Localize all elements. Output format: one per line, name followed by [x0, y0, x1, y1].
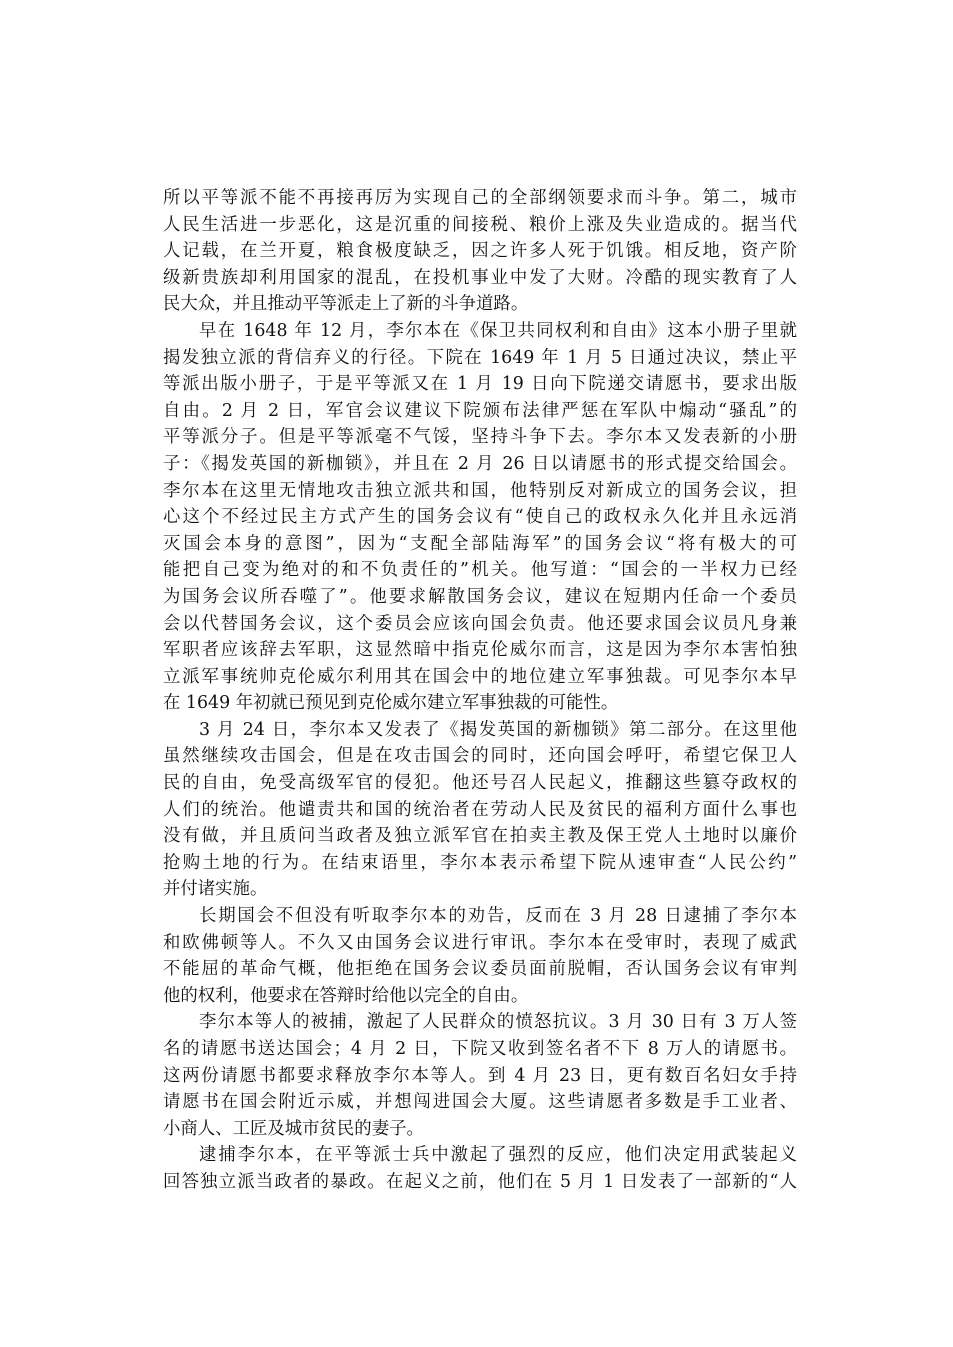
- text-line: 他的权利，他要求在答辩时给他以完全的自由。: [163, 985, 529, 1006]
- text-line: 和欧佛顿等人。不久又由国务会议进行审讯。李尔本在受审时，表现了威武: [163, 932, 797, 953]
- text-line: 名的请愿书送达国会；4 月 2 日，下院又收到签名者不下 8 万人的请愿书。: [163, 1039, 797, 1059]
- text-line: 所以平等派不能不再接再厉为实现自己的全部纲领要求而斗争。第二，城市: [163, 188, 797, 208]
- text-line: 立派军事统帅克伦威尔利用其在国会中的地位建立军事独裁。可见李尔本早: [163, 666, 797, 687]
- text-line: 小商人、工匠及城市贫民的妻子。: [163, 1118, 424, 1139]
- text-line: 长期国会不但没有听取李尔本的劝告，反而在 3 月 28 日逮捕了李尔本: [199, 906, 797, 927]
- text-line: 人们的统治。他谴责共和国的统治者在劳动人民及贫民的福利方面什么事也: [163, 799, 797, 820]
- text-line: 李尔本在这里无情地攻击独立派共和国，他特别反对新成立的国务会议，担: [163, 480, 797, 501]
- text-line: 军职者应该辞去军职，这显然暗中指克伦威尔而言，这是因为李尔本害怕独: [163, 640, 797, 661]
- text-line: 级新贵族却利用国家的混乱，在投机事业中发了大财。冷酷的现实教育了人: [163, 267, 797, 288]
- text-line: 李尔本等人的被捕，激起了人民群众的愤怒抗议。3 月 30 日有 3 万人签: [199, 1012, 797, 1033]
- text-line: 人记载，在兰开夏，粮食极度缺乏，因之许多人死于饥饿。相反地，资产阶: [163, 241, 797, 262]
- text-line: 虽然继续攻击国会，但是在攻击国会的同时，还向国会呼吁，希望它保卫人: [163, 746, 797, 767]
- text-line: 心这个不经过民主方式产生的国务会议有“使自己的政权永久化并且永远消: [163, 507, 797, 528]
- text-line: 平等派分子。但是平等派毫不气馁，坚持斗争下去。李尔本又发表新的小册: [163, 427, 797, 448]
- text-line: 民的自由，免受高级军官的侵犯。他还号召人民起义，推翻这些篡夺政权的: [163, 773, 797, 794]
- text-line: 人民生活进一步恶化，这是沉重的间接税、粮价上涨及失业造成的。据当代: [163, 214, 797, 235]
- text-line: 逮捕李尔本，在平等派士兵中激起了强烈的反应，他们决定用武装起义: [199, 1145, 797, 1166]
- text-line: 在 1649 年初就已预见到克伦威尔建立军事独裁的可能性。: [163, 693, 619, 714]
- text-line: 会以代替国务会议，这个委员会应该向国会负责。他还要求国会议员凡身兼: [163, 613, 797, 634]
- text-line: 并付诸实施。: [163, 879, 268, 900]
- text-line: 揭发独立派的背信弃义的行径。下院在 1649 年 1 月 5 日通过决议，禁止平: [163, 347, 797, 368]
- text-line: 请愿书在国会附近示威，并想闯进国会大厦。这些请愿者多数是手工业者、: [163, 1092, 797, 1113]
- text-line: 早在 1648 年 12 月，李尔本在《保卫共同权利和自由》这本小册子里就: [199, 320, 797, 341]
- text-line: 3 月 24 日，李尔本又发表了《揭发英国的新枷锁》第二部分。在这里他: [199, 719, 797, 740]
- text-line: 等派出版小册子，于是平等派又在 1 月 19 日向下院递交请愿书，要求出版: [163, 374, 797, 395]
- text-line: 为国务会议所吞噬了”。他要求解散国务会议，建议在短期内任命一个委员: [163, 586, 797, 607]
- document-body: [163, 185, 797, 1196]
- text-line: 这两份请愿书都要求释放李尔本等人。到 4 月 23 日，更有数百名妇女手持: [163, 1065, 797, 1086]
- text-line: 抢购土地的行为。在结束语里，李尔本表示希望下院从速审查“人民公约”: [163, 852, 797, 873]
- text-line: 回答独立派当政者的暴政。在起义之前，他们在 5 月 1 日发表了一部新的“人: [163, 1171, 797, 1192]
- text-line: 没有做，并且质问当政者及独立派军官在拍卖主教及保王党人土地时以廉价: [163, 826, 797, 847]
- text-line: 子：《揭发英国的新枷锁》，并且在 2 月 26 日以请愿书的形式提交给国会。: [163, 453, 797, 474]
- text-line: 能把自己变为绝对的和不负责任的”机关。他写道：“国会的一半权力已经: [163, 560, 797, 581]
- text-line: 灭国会本身的意图”，因为“支配全部陆海军”的国务会议“将有极大的可: [163, 533, 797, 554]
- text-line: 自由。2 月 2 日，军官会议建议下院颁布法律严惩在军队中煽动“骚乱”的: [163, 400, 797, 421]
- text-line: 不能屈的革命气概，他拒绝在国务会议委员面前脱帽，否认国务会议有审判: [163, 959, 797, 980]
- text-line: 民大众，并且推动平等派走上了新的斗争道路。: [163, 294, 529, 315]
